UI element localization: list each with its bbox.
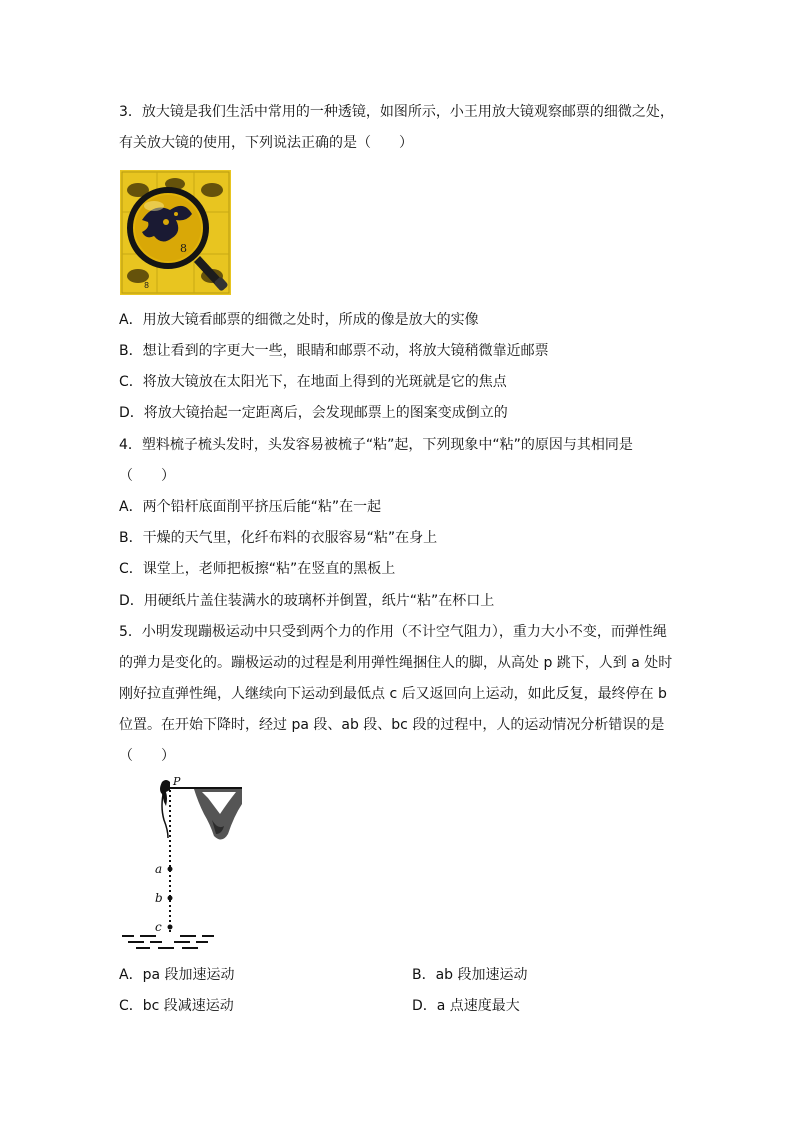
magnifier-stamp-image — [120, 170, 231, 295]
q3-option-b: B．想让看到的字更大一些，眼睛和邮票不动，将放大镜稍微靠近邮票 — [119, 343, 549, 359]
label-c: c — [155, 920, 162, 934]
bungee-diagram — [118, 776, 246, 954]
stamp-big-value: 8 — [180, 242, 187, 255]
q3-stem-line2: 有关放大镜的使用，下列说法正确的是（ ） — [119, 135, 413, 151]
q4-option-a: A．两个铅杆底面削平挤压后能“粘”在一起 — [119, 499, 382, 515]
q5-option-c: C．bc 段减速运动 — [119, 998, 234, 1014]
q3-option-c: C．将放大镜放在太阳光下，在地面上得到的光斑就是它的焦点 — [119, 374, 507, 390]
q5-stem-line1: 5．小明发现蹦极运动中只受到两个力的作用（不计空气阻力），重力大小不变，而弹性绳 — [119, 624, 667, 640]
q4-option-d: D．用硬纸片盖住装满水的玻璃杯并倒置，纸片“粘”在杯口上 — [119, 593, 495, 609]
label-a: a — [155, 862, 163, 876]
label-b: b — [155, 891, 163, 905]
q5-option-d: D．a 点速度最大 — [412, 998, 520, 1014]
q4-option-c: C．课堂上，老师把板擦“粘”在竖直的黑板上 — [119, 561, 396, 577]
q5-stem-line5: （ ） — [119, 748, 175, 764]
q5-stem-line2: 的弹力是变化的。蹦极运动的过程是利用弹性绳捆住人的脚，从高处 p 跳下，人到 a 处时 — [119, 655, 673, 671]
q4-stem-line1: 4．塑料梳子梳头发时，头发容易被梳子“粘”起，下列现象中“粘”的原因与其相同是 — [119, 437, 633, 453]
q5-option-b: B．ab 段加速运动 — [412, 967, 528, 983]
q3-stem-line1: 3．放大镜是我们生活中常用的一种透镜，如图所示，小王用放大镜观察邮票的细微之处， — [119, 104, 674, 120]
q3-option-d: D．将放大镜抬起一定距离后，会发现邮票上的图案变成倒立的 — [119, 405, 508, 421]
q5-stem-line3: 刚好拉直弹性绳，人继续向下运动到最低点 c 后又返回向上运动，如此反复，最终停在 b — [119, 686, 667, 702]
q4-option-b: B．干燥的天气里，化纤布料的衣服容易“粘”在身上 — [119, 530, 438, 546]
q3-option-a: A．用放大镜看邮票的细微之处时，所成的像是放大的实像 — [119, 312, 479, 328]
q4-stem-line2: （ ） — [119, 468, 175, 484]
label-p: P — [173, 776, 181, 788]
q5-stem-line4: 位置。在开始下降时，经过 pa 段、ab 段、bc 段的过程中，人的运动情况分析错误的是 — [119, 717, 665, 733]
q5-option-a: A．pa 段加速运动 — [119, 967, 235, 983]
stamp-small-value: 8 — [144, 281, 150, 290]
